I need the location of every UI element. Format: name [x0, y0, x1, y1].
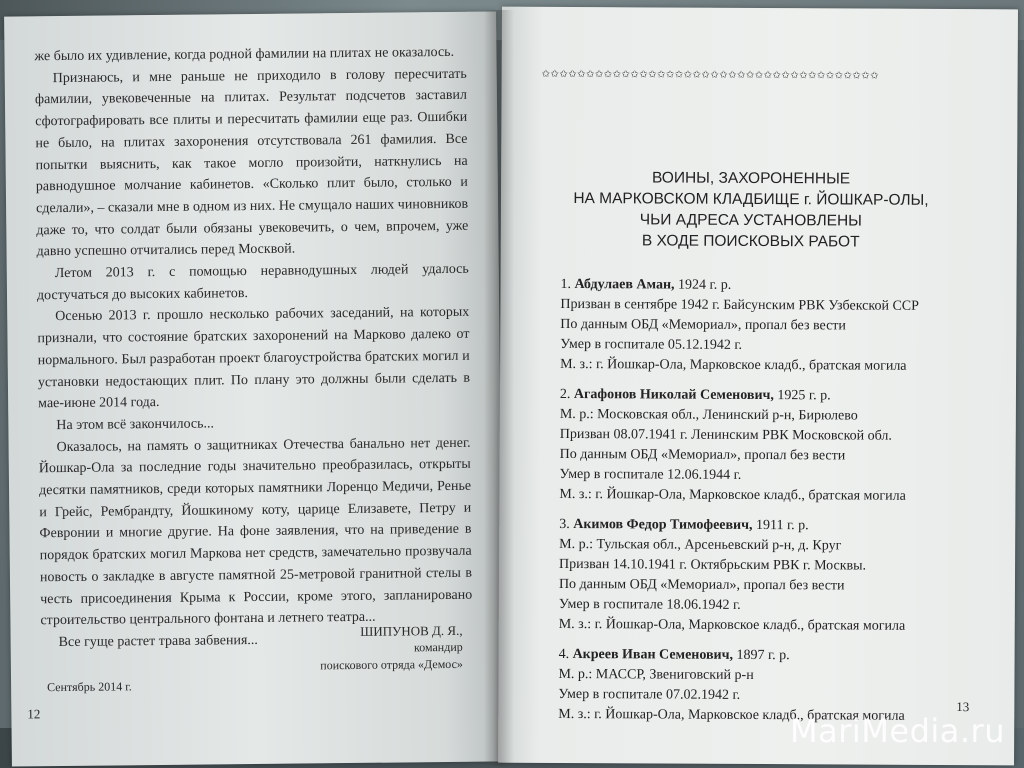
entry-detail: Умер в госпитале 12.06.1944 г.: [559, 466, 742, 483]
entry-birth-year: 1924 г. р.: [674, 277, 732, 293]
entry-name: Акреев Иван Семенович,: [572, 647, 734, 663]
entry-detail: Умер в госпитале 18.06.1942 г.: [558, 596, 741, 613]
entry-number: 1.: [560, 276, 572, 293]
entry-name: Агафонов Николай Семенович,: [573, 387, 774, 404]
left-page-text: [34, 42, 472, 654]
title-line: ВОИНЫ, ЗАХОРОНЕННЫЕ: [651, 169, 851, 188]
soldier-entry: [559, 385, 980, 507]
title-line: НА МАРКОВСКОМ КЛАДБИЩЕ г. ЙОШКАР-ОЛЫ,: [573, 190, 929, 209]
entry-detail: Призван в сентябре 1942 г. Байсунским РВК Узбекской ССР: [560, 296, 919, 314]
entry-detail: М. р.: Тульская обл., Арсеньевский р-н, д. Круг: [559, 536, 842, 554]
entry-detail: Умер в госпитале 05.12.1942 г.: [560, 336, 743, 353]
page-title: [531, 167, 971, 253]
entry-birth-year: 1911 г. р.: [752, 517, 809, 534]
signature-name: ШИПУНОВ Д. Я.,: [360, 622, 463, 639]
title-line: ЧЬИ АДРЕСА УСТАНОВЛЕНЫ: [639, 211, 862, 230]
entry-number: 2.: [559, 386, 571, 403]
entry-detail: По данным ОБД «Мемориал», пропал без вести: [558, 576, 845, 594]
page-number-left: 12: [27, 706, 41, 722]
entry-detail: М. з.: г. Йошкар-Ола, Марковское кладб., братская могила: [558, 616, 906, 634]
title-line: В ХОДЕ ПОИСКОВЫХ РАБОТ: [641, 232, 860, 251]
soldier-list: [558, 275, 980, 737]
soldier-entry: [560, 275, 981, 377]
signature-block: [320, 622, 463, 674]
entry-detail: Умер в госпитале 07.02.1942 г.: [558, 686, 741, 703]
entry-detail: Призван 14.10.1941 г. Октябрьским РВК г. Москвы.: [559, 556, 867, 574]
entry-detail: М. р.: МАССР, Звениговский р-н: [558, 666, 754, 683]
paragraph: Летом 2013 г. с помощью неравнодушных людей удалось достучаться до высоких кабинетов.: [36, 261, 469, 304]
paragraph: Оказалось, на память о защитниках Отечества банально нет денег. Йошкар-Ола за последние годы значительно преобразилась, открыты десятки памятников, среди которых памятники Лоренцо Медичи, Ренье и Грейс, Рембрандту, Йошкиному коту, царице Елизавете, Петру и Февронии и многие другие. На фоне заявления, что на приведение в порядок братских могил Маркова нет средств, замечательно прозвучала новость о закладке в августе памятной 25-метровой гранитной стелы в честь присоединения Крыма к России, кроме этого, запланировано строительство центрального фонтана и летнего театра...: [38, 435, 473, 629]
entry-birth-year: 1897 г. р.: [733, 647, 790, 664]
entry-name: Абдулаев Аман,: [574, 277, 675, 293]
paragraph: Все гуще растет трава забвения...: [58, 632, 258, 651]
entry-detail: По данным ОБД «Мемориал», пропал без вести: [560, 316, 846, 334]
entry-detail: М. р.: Московская обл., Ленинский р-н, Бирюлево: [559, 406, 858, 424]
signature-role: командир: [413, 639, 463, 655]
soldier-entry: [559, 515, 980, 637]
entry-heading: [559, 515, 979, 537]
entry-detail: М. з.: г. Йошкар-Ола, Марковское кладб., братская могила: [560, 356, 907, 374]
entry-detail: Призван 08.07.1941 г. Ленинским РВК Московской обл.: [559, 426, 892, 444]
entry-detail: М. з.: г. Йошкар-Ола, Марковское кладб., братская могила: [558, 706, 905, 724]
signature-date: Сентябрь 2014 г.: [47, 679, 132, 695]
entry-heading: [560, 275, 980, 297]
signature-unit: поискового отряда «Демос»: [320, 656, 463, 673]
watermark: MariMedia.ru: [790, 712, 1005, 750]
page-number-right: 13: [956, 699, 970, 715]
entry-name: Акимов Федор Тимофеевич,: [573, 517, 753, 533]
entry-heading: [560, 385, 980, 407]
entry-detail: По данным ОБД «Мемориал», пропал без вести: [559, 446, 846, 464]
paragraph: Осенью 2013 г. прошло несколько рабочих заседаний, на которых признали, что состояние братских захоронений на Марково далеко от нормального. Был разработан проект благоустройства братских могил и установки недостающих плит. По плану это должны были сделать в мае-июне 2014 года.: [37, 305, 470, 412]
paragraph: же было их удивление, когда родной фамилии на плитах не оказалось.: [34, 44, 455, 65]
entry-detail: М. з.: г. Йошкар-Ола, Марковское кладб., братская могила: [559, 486, 906, 504]
entry-birth-year: 1925 г. р.: [773, 388, 831, 404]
paragraph: На этом всё закончилось...: [56, 416, 215, 434]
entry-number: 3.: [559, 516, 570, 533]
entry-heading: [559, 645, 979, 667]
stars-divider: ✩✩✩✩✩✩✩✩✩✩✩✩✩✩✩✩✩✩✩✩✩✩✩✩✩✩✩✩✩✩✩✩✩✩✩✩✩✩: [541, 68, 880, 82]
book-gutter: [484, 10, 514, 766]
right-page: [498, 7, 1018, 766]
paragraph: Признаюсь, и мне раньше не приходило в голову пересчитать фамилии, увековеченные на плитах. Результат подсчетов заставил сфотографировать все плиты и пересчитать фамилии еще раз. Ошибки не было, на плитах захоронения отсутствовала 261 фамилия. Все попытки выяснить, как такое могло произойти, наткнулись на равнодушное молчание кабинетов. «Сколько плит было, столько и сделали», – сказали мне в одном из них. Не смущало наших чиновников даже то, что солдат были обязаны увековечить, о чем, впрочем, уже давно успешно отчитались перед Москвой.: [34, 66, 469, 260]
left-page: [4, 11, 504, 766]
entry-number: 4.: [558, 646, 570, 663]
